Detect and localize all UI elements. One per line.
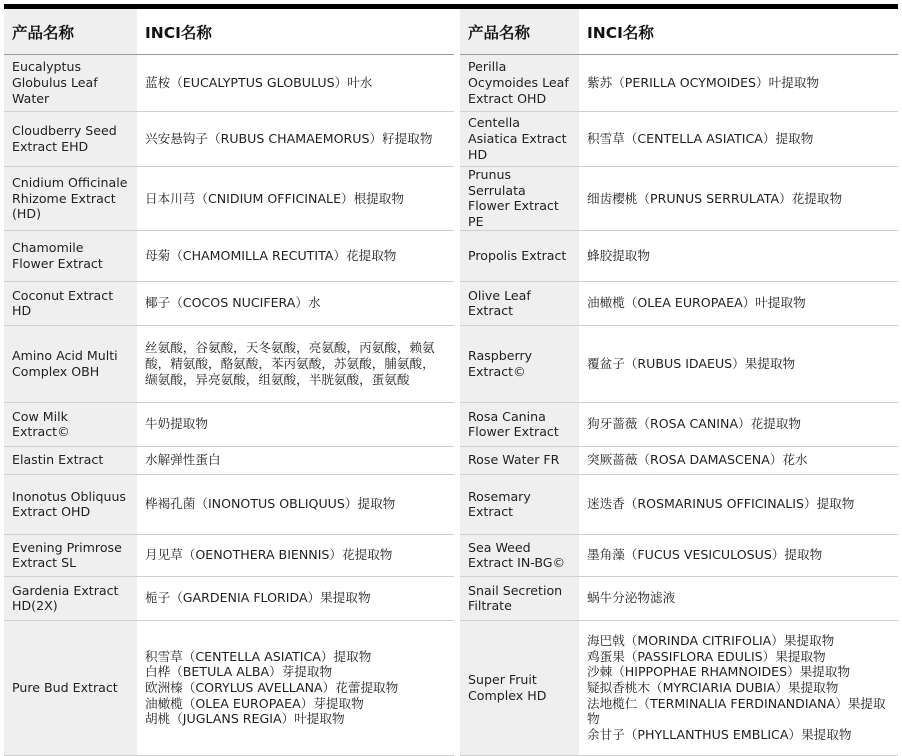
table-row xyxy=(4,230,898,281)
inci-name-cell xyxy=(137,402,457,446)
inci-line: 白桦（BETULA ALBA）芽提取物 xyxy=(145,664,333,680)
inci-name-cell xyxy=(137,167,457,231)
product-name-cell: Centella Asiatica Extract HD xyxy=(457,112,579,167)
product-name-cell: Pure Bud Extract xyxy=(4,620,137,755)
inci-line: 水解弹性蛋白 xyxy=(145,452,221,468)
header-row xyxy=(4,9,898,55)
inci-name-cell xyxy=(137,620,457,755)
product-name-cell: Cnidium Officinale Rhizome Extract (HD) xyxy=(4,167,137,231)
inci-name-cell xyxy=(579,620,898,755)
product-name-cell: Evening Primrose Extract SL xyxy=(4,534,137,576)
inci-line: 狗牙蔷薇（ROSA CANINA）花提取物 xyxy=(587,416,802,432)
inci-line: 蜂胶提取物 xyxy=(587,247,650,263)
product-name-cell: Coconut Extract HD xyxy=(4,281,137,325)
table-row xyxy=(4,402,898,446)
table-row xyxy=(4,325,898,402)
product-name-cell: Gardenia Extract HD(2X) xyxy=(4,576,137,620)
table-row xyxy=(4,281,898,325)
table-row xyxy=(4,576,898,620)
inci-line: 迷迭香（ROSMARINUS OFFICINALIS）提取物 xyxy=(587,496,855,512)
product-name-cell: Eucalyptus Globulus Leaf Water xyxy=(4,55,137,112)
product-name-cell: Propolis Extract xyxy=(457,230,579,281)
inci-name-cell xyxy=(579,402,898,446)
inci-name-cell xyxy=(137,281,457,325)
table-row xyxy=(4,55,898,112)
table-row xyxy=(4,620,898,755)
inci-line: 鸡蛋果（PASSIFLORA EDULIS）果提取物 xyxy=(587,648,826,664)
inci-line: 紫苏（PERILLA OCYMOIDES）叶提取物 xyxy=(587,75,820,91)
inci-line: 牛奶提取物 xyxy=(145,416,208,432)
inci-line: 欧洲榛（CORYLUS AVELLANA）花蕾提取物 xyxy=(145,679,399,695)
inci-line: 蓝桉（EUCALYPTUS GLOBULUS）叶水 xyxy=(145,75,373,91)
inci-line: 月见草（OENOTHERA BIENNIS）花提取物 xyxy=(145,547,393,563)
product-name-cell: Rosemary Extract xyxy=(457,474,579,534)
product-name-cell: Snail Secretion Filtrate xyxy=(457,576,579,620)
inci-name-cell xyxy=(579,230,898,281)
inci-name-cell xyxy=(579,112,898,167)
product-name-cell: Inonotus Obliquus Extract OHD xyxy=(4,474,137,534)
product-name-cell: Super Fruit Complex HD xyxy=(457,620,579,755)
product-name-cell: Cloudberry Seed Extract EHD xyxy=(4,112,137,167)
header-product-name: 产品名称 xyxy=(4,9,137,55)
inci-name-cell xyxy=(579,281,898,325)
product-name-cell: Chamomile Flower Extract xyxy=(4,230,137,281)
product-name-cell: Perilla Ocymoides Leaf Extract OHD xyxy=(457,55,579,112)
inci-line: 法地榄仁（TERMINALIA FERDINANDIANA）果提取物 xyxy=(587,695,886,727)
inci-name-cell xyxy=(579,446,898,474)
inci-table xyxy=(4,9,898,756)
table-row xyxy=(4,446,898,474)
inci-name-cell xyxy=(137,446,457,474)
inci-name-cell xyxy=(137,576,457,620)
inci-name-cell xyxy=(137,230,457,281)
table-row xyxy=(4,112,898,167)
inci-name-cell xyxy=(579,325,898,402)
table-row xyxy=(4,534,898,576)
inci-line: 母菊（CHAMOMILLA RECUTITA）花提取物 xyxy=(145,247,397,263)
product-name-cell: Raspberry Extract© xyxy=(457,325,579,402)
inci-line: 细齿樱桃（PRUNUS SERRULATA）花提取物 xyxy=(587,190,843,206)
product-name-cell: Amino Acid Multi Complex OBH xyxy=(4,325,137,402)
product-name-cell: Prunus Serrulata Flower Extract PE xyxy=(457,167,579,231)
table-row xyxy=(4,474,898,534)
product-name-cell: Rosa Canina Flower Extract xyxy=(457,402,579,446)
header-inci-name-2: INCI名称 xyxy=(579,9,898,55)
inci-line: 椰子（COCOS NUCIFERA）水 xyxy=(145,295,321,311)
product-name-cell: Sea Weed Extract IN-BG© xyxy=(457,534,579,576)
header-inci-name: INCI名称 xyxy=(137,9,457,55)
inci-line: 突厥蔷薇（ROSA DAMASCENA）花水 xyxy=(587,452,808,468)
inci-line: 覆盆子（RUBUS IDAEUS）果提取物 xyxy=(587,355,796,371)
product-name-cell: Rose Water FR xyxy=(457,446,579,474)
inci-name-cell xyxy=(579,576,898,620)
inci-name-cell xyxy=(579,534,898,576)
header-product-name-2: 产品名称 xyxy=(457,9,579,55)
inci-line: 沙棘（HIPPOPHAE RHAMNOIDES）果提取物 xyxy=(587,664,851,680)
inci-line: 丝氨酸，谷氨酸，天冬氨酸，亮氨酸，丙氨酸，赖氨酸，精氨酸，酪氨酸，苯丙氨酸，苏氨酸，脯氨酸，缬氨酸，异亮氨酸，组氨酸，半胱氨酸，蛋氨酸 xyxy=(145,340,435,387)
inci-name-cell xyxy=(579,474,898,534)
inci-name-cell xyxy=(137,325,457,402)
inci-line: 积雪草（CENTELLA ASIATICA）提取物 xyxy=(587,131,814,147)
inci-name-cell xyxy=(137,474,457,534)
inci-line: 油橄榄（OLEA EUROPAEA）叶提取物 xyxy=(587,295,806,311)
inci-line: 海巴戟（MORINDA CITRIFOLIA）果提取物 xyxy=(587,632,835,648)
inci-line: 胡桃（JUGLANS REGIA）叶提取物 xyxy=(145,711,345,727)
inci-line: 余甘子（PHYLLANTHUS EMBLICA）果提取物 xyxy=(587,727,852,743)
inci-line: 栀子（GARDENIA FLORIDA）果提取物 xyxy=(145,590,371,606)
inci-line: 日本川芎（CNIDIUM OFFICINALE）根提取物 xyxy=(145,190,404,206)
inci-line: 疑拟香桃木（MYRCIARIA DUBIA）果提取物 xyxy=(587,679,839,695)
inci-line: 蜗牛分泌物滤液 xyxy=(587,590,676,606)
inci-line: 油橄榄（OLEA EUROPAEA）芽提取物 xyxy=(145,695,364,711)
table-row xyxy=(4,167,898,231)
inci-name-cell xyxy=(137,534,457,576)
table-body xyxy=(4,55,898,756)
product-name-cell: Cow Milk Extract© xyxy=(4,402,137,446)
product-name-cell: Olive Leaf Extract xyxy=(457,281,579,325)
inci-name-cell xyxy=(579,167,898,231)
inci-line: 积雪草（CENTELLA ASIATICA）提取物 xyxy=(145,648,372,664)
inci-line: 桦褐孔菌（INONOTUS OBLIQUUS）提取物 xyxy=(145,496,396,512)
inci-name-cell xyxy=(137,112,457,167)
inci-line: 兴安悬钩子（RUBUS CHAMAEMORUS）籽提取物 xyxy=(145,131,433,147)
inci-name-cell xyxy=(579,55,898,112)
inci-line: 墨角藻（FUCUS VESICULOSUS）提取物 xyxy=(587,547,823,563)
inci-name-cell xyxy=(137,55,457,112)
product-name-cell: Elastin Extract xyxy=(4,446,137,474)
